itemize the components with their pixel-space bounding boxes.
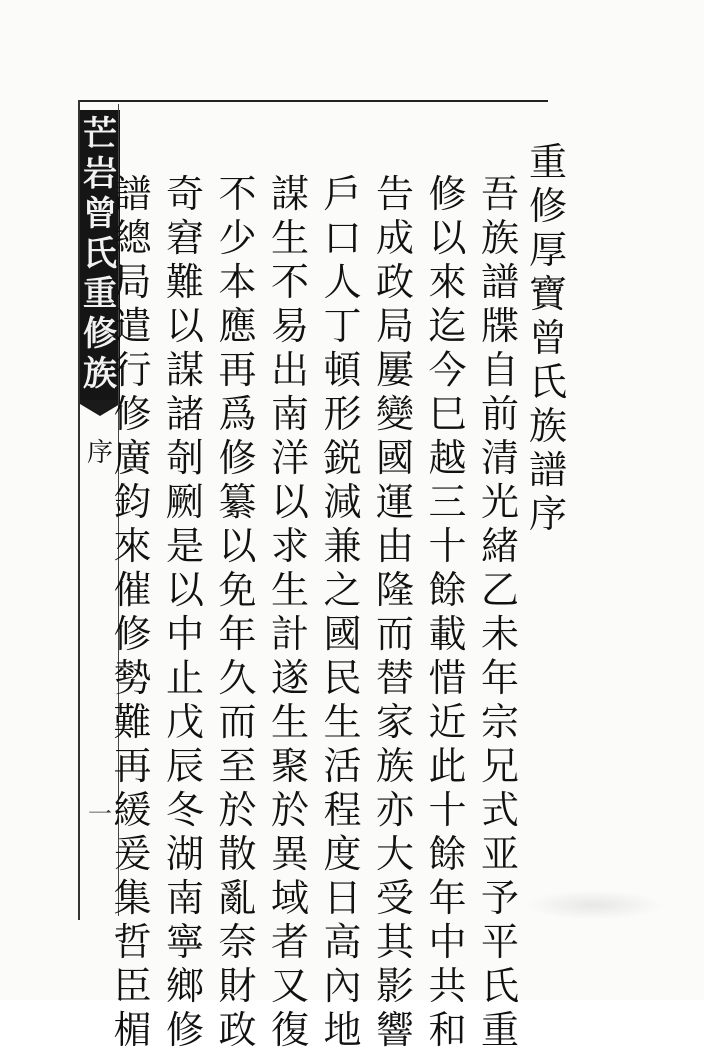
text-char: 族 [375,744,414,788]
text-char: 生 [270,216,309,260]
text-column [212,172,264,1052]
text-char: 兼 [323,524,362,568]
text-char: 洋 [270,436,309,480]
text-char: 族 [480,216,519,260]
text-char: 本 [218,260,257,304]
text-char: 少 [218,216,257,260]
text-char: 氏 [528,360,567,404]
text-char: 程 [323,788,362,832]
text-char: 楣 [113,1008,152,1052]
text-char: 國 [323,612,362,656]
text-char: 隆 [375,568,414,612]
text-char: 序 [528,492,567,536]
text-char: 成 [375,216,414,260]
text-char: 牒 [480,304,519,348]
text-char: 國 [375,436,414,480]
text-char: 內 [323,964,362,1008]
text-char: 集 [113,876,152,920]
text-char: 哲 [113,920,152,964]
text-char: 戶 [323,172,362,216]
text-char: 前 [480,392,519,436]
text-char: 譜 [480,260,519,304]
text-char: 地 [323,1008,362,1052]
text-char: 生 [323,700,362,744]
text-char: 修 [165,1008,204,1052]
text-char: 遂 [270,656,309,700]
text-char: 自 [480,348,519,392]
text-char: 奈 [218,920,257,964]
text-char: 式 [480,788,519,832]
text-char: 異 [270,832,309,876]
text-char: 族 [528,404,567,448]
text-char: 亦 [375,788,414,832]
text-char: 以 [165,568,204,612]
text-char: 來 [113,524,152,568]
text-char: 兄 [480,744,519,788]
text-char: 爲 [218,392,257,436]
text-char: 越 [428,436,467,480]
text-char: 吾 [480,172,519,216]
text-char: 響 [375,1008,414,1052]
text-char: 以 [428,216,467,260]
text-char: 以 [270,480,309,524]
text-char: 活 [323,744,362,788]
text-char: 巳 [428,392,467,436]
text-char: 生 [270,700,309,744]
text-char: 其 [375,920,414,964]
text-char: 近 [428,700,467,744]
text-char: 行 [113,348,152,392]
text-char: 來 [428,260,467,304]
text-char: 今 [428,348,467,392]
text-char: 聚 [270,744,309,788]
text-char: 緒 [480,524,519,568]
text-column [317,172,369,1052]
text-char: 惜 [428,656,467,700]
text-char: 平 [480,920,519,964]
text-column [369,172,421,1052]
block-center-section-label: 序 [86,438,113,468]
text-char: 重 [480,1008,519,1052]
text-char: 鄉 [165,964,204,1008]
text-char: 辰 [165,744,204,788]
block-center-title-char: 岩 [83,154,117,194]
text-char: 修 [113,392,152,436]
text-char: 年 [480,656,519,700]
text-char: 生 [270,568,309,612]
text-char: 修 [428,172,467,216]
text-char: 局 [375,304,414,348]
text-char: 頓 [323,348,362,392]
text-char: 免 [218,568,257,612]
text-char: 光 [480,480,519,524]
text-char: 清 [480,436,519,480]
text-char: 人 [323,260,362,304]
text-char: 易 [270,304,309,348]
text-char: 於 [218,788,257,832]
frame-top-border [78,100,548,102]
text-char: 是 [165,524,204,568]
text-char: 亂 [218,876,257,920]
text-char: 臣 [113,964,152,1008]
text-char: 難 [165,260,204,304]
text-char: 屢 [375,348,414,392]
text-char: 止 [165,656,204,700]
text-char: 出 [270,348,309,392]
text-char: 催 [113,568,152,612]
text-char: 替 [375,656,414,700]
text-char: 譜 [113,172,152,216]
text-char: 諸 [165,392,204,436]
block-center-title-char: 重 [83,274,117,314]
text-char: 不 [218,172,257,216]
text-char: 告 [375,172,414,216]
text-char: 謀 [165,348,204,392]
text-char: 又 [270,964,309,1008]
text-char: 寧 [165,920,204,964]
text-char: 求 [270,524,309,568]
text-char: 者 [270,920,309,964]
text-char: 家 [375,700,414,744]
text-char: 譜 [528,448,567,492]
text-char: 變 [375,392,414,436]
text-char: 和 [428,1008,467,1052]
text-char: 三 [428,480,467,524]
text-char: 之 [323,568,362,612]
text-char: 載 [428,612,467,656]
text-char: 曾 [528,316,567,360]
text-char: 重 [528,140,567,184]
text-char: 而 [218,700,257,744]
block-center-title-char: 曾 [83,194,117,234]
text-char: 予 [480,876,519,920]
text-char: 修 [218,436,257,480]
text-char: 共 [428,964,467,1008]
text-char: 而 [375,612,414,656]
text-column [107,172,159,1052]
text-char: 乙 [480,568,519,612]
text-char: 口 [323,216,362,260]
text-char: 戊 [165,700,204,744]
text-char: 纂 [218,480,257,524]
text-char: 再 [218,348,257,392]
text-char: 厚 [528,228,567,272]
text-char: 廣 [113,436,152,480]
text-char: 南 [165,876,204,920]
text-char: 由 [375,524,414,568]
text-char: 散 [218,832,257,876]
text-char: 日 [323,876,362,920]
text-char: 難 [113,700,152,744]
text-char: 鋭 [323,436,362,480]
text-char: 於 [270,788,309,832]
text-char: 高 [323,920,362,964]
text-char: 至 [218,744,257,788]
text-char: 政 [218,1008,257,1052]
text-char: 十 [428,788,467,832]
block-center-title-char: 族 [83,354,117,394]
text-char: 丁 [323,304,362,348]
text-char: 南 [270,392,309,436]
text-char: 影 [375,964,414,1008]
text-char: 復 [270,1008,309,1052]
text-char: 運 [375,480,414,524]
text-char: 減 [323,480,362,524]
text-char: 此 [428,744,467,788]
text-char: 奇 [165,172,204,216]
text-char: 度 [323,832,362,876]
text-char: 氏 [480,964,519,1008]
text-char: 勢 [113,656,152,700]
text-char: 十 [428,524,467,568]
text-char: 爰 [113,832,152,876]
text-char: 大 [375,832,414,876]
text-column [159,172,211,1052]
text-char: 民 [323,656,362,700]
text-char: 受 [375,876,414,920]
text-char: 以 [218,524,257,568]
text-column [264,172,316,1052]
text-char: 亚 [480,832,519,876]
text-char: 湖 [165,832,204,876]
text-char: 緩 [113,788,152,832]
text-char: 宗 [480,700,519,744]
text-char: 中 [428,920,467,964]
block-center-title-char: 修 [83,314,117,354]
text-char: 劂 [165,480,204,524]
text-char: 冬 [165,788,204,832]
text-char: 未 [480,612,519,656]
text-char: 財 [218,964,257,1008]
text-char: 應 [218,304,257,348]
document-heading [522,140,574,536]
block-center-title-char: 芒 [83,114,117,154]
text-char: 不 [270,260,309,304]
text-char: 以 [165,304,204,348]
text-char: 年 [218,612,257,656]
text-column [422,172,474,1052]
text-char: 迄 [428,304,467,348]
text-char: 域 [270,876,309,920]
text-char: 計 [270,612,309,656]
text-char: 政 [375,260,414,304]
text-char: 鈞 [113,480,152,524]
text-char: 剞 [165,436,204,480]
text-char: 總 [113,216,152,260]
text-char: 餘 [428,568,467,612]
text-char: 形 [323,392,362,436]
block-center-title-char: 氏 [83,234,117,274]
text-column [474,172,526,1052]
text-char: 中 [165,612,204,656]
text-char: 謀 [270,172,309,216]
text-char: 窘 [165,216,204,260]
text-char: 修 [113,612,152,656]
text-char: 遣 [113,304,152,348]
page-number: 一 [88,800,112,828]
text-char: 久 [218,656,257,700]
text-char: 再 [113,744,152,788]
text-char: 局 [113,260,152,304]
paper-stain [524,890,664,920]
text-char: 餘 [428,832,467,876]
text-char: 寶 [528,272,567,316]
text-char: 修 [528,184,567,228]
text-char: 年 [428,876,467,920]
